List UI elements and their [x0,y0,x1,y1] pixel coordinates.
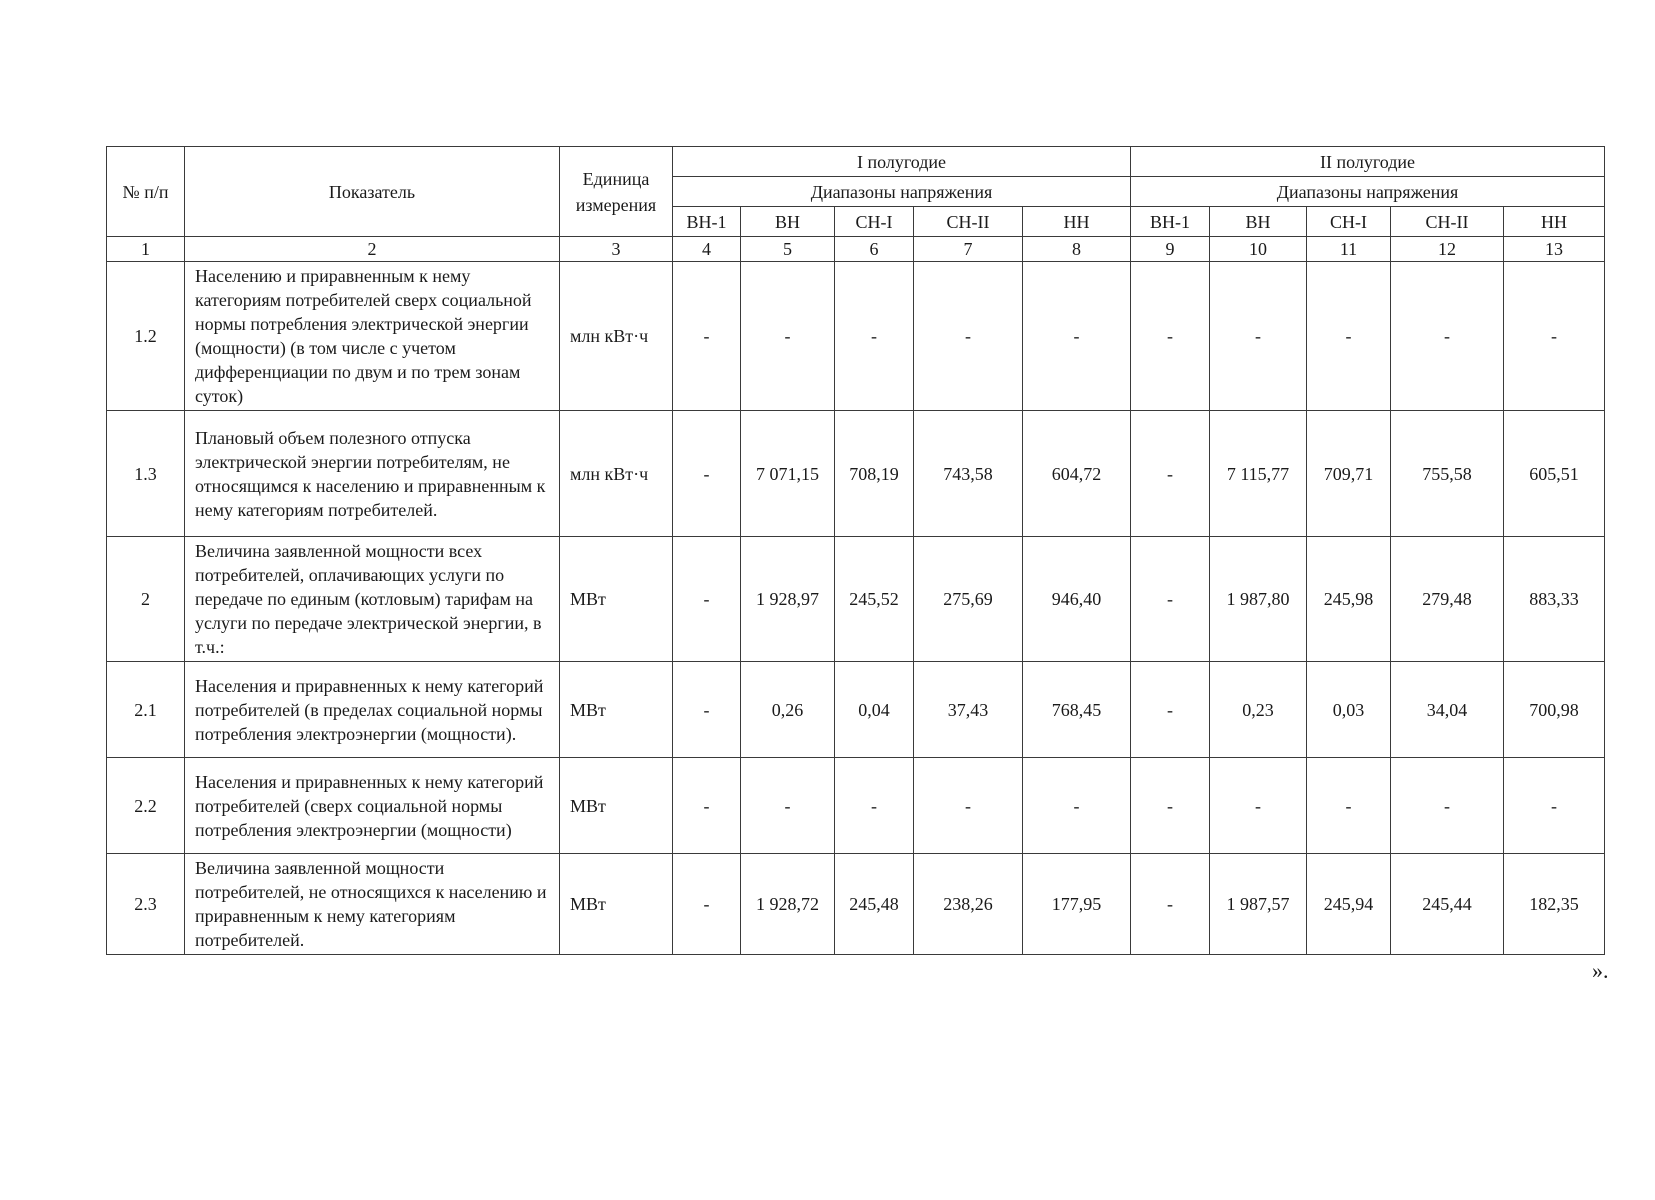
row-value: 37,43 [914,662,1023,758]
row-value: - [673,758,741,854]
header-voltage-level: НН [1023,207,1131,237]
row-value: 946,40 [1023,537,1131,662]
header-num: № п/п [107,147,185,237]
header-unit: Единица измерения [560,147,673,237]
table-row [107,758,1605,854]
row-indicator: Населения и приравненных к нему категорий потребителей (сверх социальной нормы потребления электроэнергии (мощности) [185,758,560,854]
row-value: 1 928,72 [741,854,835,955]
row-value: 768,45 [1023,662,1131,758]
header-half-2: II полугодие [1131,147,1605,177]
row-value: 0,04 [835,662,914,758]
row-value: 245,48 [835,854,914,955]
header-voltage-level: СН-I [1307,207,1391,237]
row-value: 0,03 [1307,662,1391,758]
row-value: 0,26 [741,662,835,758]
row-value: - [1131,854,1210,955]
row-value: 279,48 [1391,537,1504,662]
row-value: 245,44 [1391,854,1504,955]
row-indicator: Плановый объем полезного отпуска электрической энергии потребителям, не относящимся к населению и приравненным к нему категориям потребителей. [185,411,560,537]
row-value: 245,94 [1307,854,1391,955]
row-value: - [1131,662,1210,758]
row-value: - [673,537,741,662]
header-voltage-ranges-2: Диапазоны напряжения [1131,177,1605,207]
row-value: - [1131,537,1210,662]
row-value: - [835,262,914,411]
row-number: 1.3 [107,411,185,537]
row-unit: МВт [560,537,673,662]
row-value: 708,19 [835,411,914,537]
table-row [107,537,1605,662]
row-value: - [1210,758,1307,854]
row-indicator: Величина заявленной мощности всех потребителей, оплачивающих услуги по передаче по единым (котловым) тарифам на услуги по передаче электрической энергии, в т.ч.: [185,537,560,662]
row-unit: млн кВт·ч [560,411,673,537]
row-value: 1 987,80 [1210,537,1307,662]
row-value: 1 987,57 [1210,854,1307,955]
row-value: - [914,262,1023,411]
row-indicator: Величина заявленной мощности потребителей, не относящихся к населению и приравненным к нему категориям потребителей. [185,854,560,955]
row-number: 2.1 [107,662,185,758]
row-value: - [741,758,835,854]
row-value: - [914,758,1023,854]
table-row [107,662,1605,758]
row-value: 604,72 [1023,411,1131,537]
header-column-number: 3 [560,237,673,262]
row-value: - [1023,262,1131,411]
row-value: 709,71 [1307,411,1391,537]
table-row [107,262,1605,411]
header-column-number: 9 [1131,237,1210,262]
header-column-number: 4 [673,237,741,262]
row-value: - [673,854,741,955]
row-value: 275,69 [914,537,1023,662]
row-value: - [1391,758,1504,854]
row-value: - [1307,758,1391,854]
row-value: - [673,262,741,411]
row-value: 7 115,77 [1210,411,1307,537]
row-value: - [1131,758,1210,854]
table-header [107,147,1605,262]
row-value: 245,98 [1307,537,1391,662]
row-value: 700,98 [1504,662,1605,758]
table-body [107,262,1605,955]
header-voltage-level: СН-I [835,207,914,237]
row-value: - [1210,262,1307,411]
header-voltage-level: СН-II [914,207,1023,237]
row-value: - [1023,758,1131,854]
row-unit: МВт [560,854,673,955]
row-value: 7 071,15 [741,411,835,537]
row-value: - [673,411,741,537]
row-indicator: Населения и приравненных к нему категорий потребителей (в пределах социальной нормы потребления электроэнергии (мощности). [185,662,560,758]
tariff-table [106,146,1605,955]
header-column-number: 2 [185,237,560,262]
header-voltage-level: СН-II [1391,207,1504,237]
row-value: - [1131,411,1210,537]
row-unit: млн кВт·ч [560,262,673,411]
header-voltage-level: ВН [1210,207,1307,237]
header-voltage-ranges-1: Диапазоны напряжения [673,177,1131,207]
header-voltage-level: ВН-1 [673,207,741,237]
row-value: - [673,662,741,758]
row-unit: МВт [560,758,673,854]
row-value: 883,33 [1504,537,1605,662]
header-voltage-level: ВН [741,207,835,237]
header-column-number: 11 [1307,237,1391,262]
row-value: 1 928,97 [741,537,835,662]
header-column-number: 6 [835,237,914,262]
header-indicator: Показатель [185,147,560,237]
row-value: 605,51 [1504,411,1605,537]
header-column-number: 13 [1504,237,1605,262]
row-value: - [1504,758,1605,854]
row-number: 2.3 [107,854,185,955]
header-column-number: 5 [741,237,835,262]
header-column-number: 12 [1391,237,1504,262]
header-half-1: I полугодие [673,147,1131,177]
row-number: 2.2 [107,758,185,854]
row-value: - [1391,262,1504,411]
header-voltage-level: ВН-1 [1131,207,1210,237]
row-indicator: Населению и приравненным к нему категориям потребителей сверх социальной нормы потребления электрической энергии (мощности) (в том числе с учетом дифференциации по двум и по трем зонам суток) [185,262,560,411]
row-value: 755,58 [1391,411,1504,537]
row-value: - [1307,262,1391,411]
row-value: 245,52 [835,537,914,662]
row-value: - [741,262,835,411]
header-column-numbers [107,237,1605,262]
header-column-number: 10 [1210,237,1307,262]
table-row [107,411,1605,537]
header-column-number: 1 [107,237,185,262]
row-value: - [1504,262,1605,411]
table-row [107,854,1605,955]
row-value: 238,26 [914,854,1023,955]
header-column-number: 8 [1023,237,1131,262]
row-value: - [835,758,914,854]
row-value: 177,95 [1023,854,1131,955]
row-number: 1.2 [107,262,185,411]
row-unit: МВт [560,662,673,758]
row-value: - [1131,262,1210,411]
row-value: 743,58 [914,411,1023,537]
row-value: 34,04 [1391,662,1504,758]
closing-quote-mark: ». [1592,958,1609,983]
header-column-number: 7 [914,237,1023,262]
row-number: 2 [107,537,185,662]
row-value: 0,23 [1210,662,1307,758]
header-voltage-level: НН [1504,207,1605,237]
row-value: 182,35 [1504,854,1605,955]
